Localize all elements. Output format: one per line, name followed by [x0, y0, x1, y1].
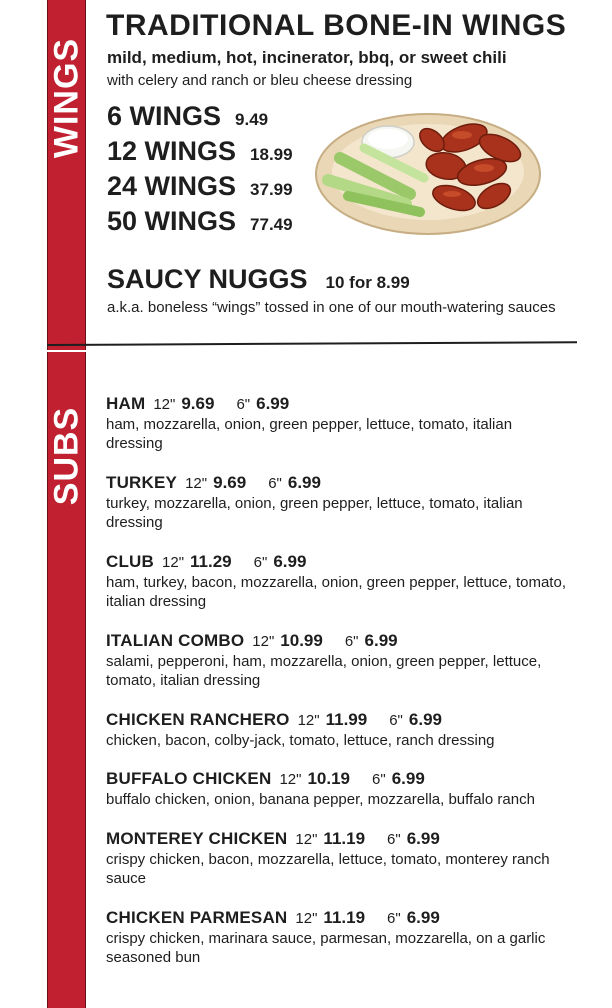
sub-size-large: 12" [185, 475, 208, 492]
sub-size-small: 6" [253, 554, 268, 571]
sub-description: turkey, mozzarella, onion, green pepper, lettuce, tomato, italian dressing [106, 495, 523, 531]
sub-item [106, 908, 566, 967]
wing-size-price: 9.49 [235, 110, 269, 129]
wing-size-row [107, 206, 293, 237]
sub-name: HAM [106, 394, 146, 413]
sub-size-large: 12" [252, 633, 275, 650]
sub-size-small: 6" [387, 831, 401, 848]
sub-item [106, 829, 566, 888]
sub-size-small: 6" [268, 475, 282, 492]
nuggs-description: a.k.a. boneless “wings” tossed in one of our mouth-watering sauces [107, 299, 556, 316]
wings-dressing-note: with celery and ranch or bleu cheese dressing [107, 72, 413, 89]
sub-size-small: 6" [344, 633, 359, 650]
sub-item [106, 473, 566, 532]
sub-name: CLUB [106, 552, 155, 571]
wing-size-label: 12 WINGS [107, 136, 237, 166]
sub-price-large: 9.69 [181, 394, 215, 413]
subs-side-label: SUBS [47, 406, 85, 506]
sub-size-large: 12" [279, 771, 302, 788]
sub-description: ham, turkey, bacon, mozzarella, onion, green pepper, lettuce, tomato, italian dressing [106, 574, 566, 610]
sub-name: CHICKEN RANCHERO [106, 710, 290, 729]
sub-price-small: 6.99 [406, 829, 440, 848]
wing-size-price: 77.49 [250, 215, 293, 234]
sub-description: crispy chicken, bacon, mozzarella, lettuce, tomato, monterey ranch sauce [106, 851, 550, 887]
sub-price-small: 6.99 [287, 473, 321, 492]
wings-side-label: WINGS [47, 37, 85, 159]
sub-item [106, 769, 566, 809]
sub-price-large: 9.69 [213, 473, 247, 492]
sub-description: chicken, bacon, colby-jack, tomato, lettuce, ranch dressing [106, 732, 495, 749]
sub-description: buffalo chicken, onion, banana pepper, mozzarella, buffalo ranch [106, 791, 535, 808]
sub-item [106, 552, 566, 611]
sub-description: crispy chicken, marinara sauce, parmesan, mozzarella, on a garlic seasoned bun [106, 930, 546, 966]
sub-price-small: 6.99 [408, 710, 442, 729]
nuggs-price: 10 for 8.99 [325, 273, 410, 292]
sub-size-small: 6" [387, 910, 401, 927]
wing-size-row [107, 136, 293, 167]
sub-price-large: 10.99 [280, 631, 323, 650]
subs-side-banner [47, 352, 86, 1008]
sub-price-small: 6.99 [406, 908, 440, 927]
sub-item [106, 631, 566, 690]
sub-size-large: 12" [295, 831, 318, 848]
sub-size-large: 12" [162, 554, 185, 571]
wing-size-price: 37.99 [250, 180, 293, 199]
sub-name: ITALIAN COMBO [106, 631, 245, 650]
wing-size-row [107, 101, 268, 132]
sub-price-small: 6.99 [256, 394, 290, 413]
sub-description: salami, pepperoni, ham, mozzarella, onion, green pepper, lettuce, tomato, italian dressing [106, 653, 542, 689]
sub-size-small: 6" [372, 771, 386, 788]
sub-size-small: 6" [236, 396, 251, 413]
saucy-nuggs-heading [107, 264, 410, 295]
wings-title: TRADITIONAL BONE-IN WINGS [106, 9, 567, 42]
sub-name: BUFFALO CHICKEN [106, 769, 272, 788]
sub-name: CHICKEN PARMESAN [106, 908, 288, 927]
wings-sauce-options: mild, medium, hot, incinerator, bbq, or sweet chili [107, 48, 507, 67]
sub-price-large: 11.99 [325, 710, 368, 729]
wing-size-price: 18.99 [250, 145, 293, 164]
sub-price-large: 10.19 [307, 769, 351, 788]
sub-description: ham, mozzarella, onion, green pepper, lettuce, tomato, italian dressing [106, 416, 513, 452]
nuggs-label: SAUCY NUGGS [107, 264, 308, 294]
section-divider [47, 341, 577, 346]
wing-size-label: 6 WINGS [107, 101, 222, 131]
wings-plate-photo [314, 108, 542, 236]
sub-price-small: 6.99 [273, 552, 307, 571]
sub-price-large: 11.19 [323, 908, 366, 927]
sub-name: MONTEREY CHICKEN [106, 829, 288, 848]
sub-item [106, 710, 566, 750]
sub-size-large: 12" [295, 910, 318, 927]
sub-price-large: 11.29 [190, 552, 232, 571]
wing-size-row [107, 171, 293, 202]
sub-name: TURKEY [106, 473, 178, 492]
wing-size-label: 50 WINGS [107, 206, 237, 236]
sub-price-large: 11.19 [323, 829, 366, 848]
wing-size-label: 24 WINGS [107, 171, 237, 201]
sub-size-large: 12" [153, 396, 176, 413]
sub-size-large: 12" [297, 712, 320, 729]
wings-side-banner [47, 0, 86, 350]
sub-price-small: 6.99 [364, 631, 398, 650]
sub-item [106, 394, 566, 453]
sub-size-small: 6" [389, 712, 403, 729]
sub-price-small: 6.99 [391, 769, 425, 788]
